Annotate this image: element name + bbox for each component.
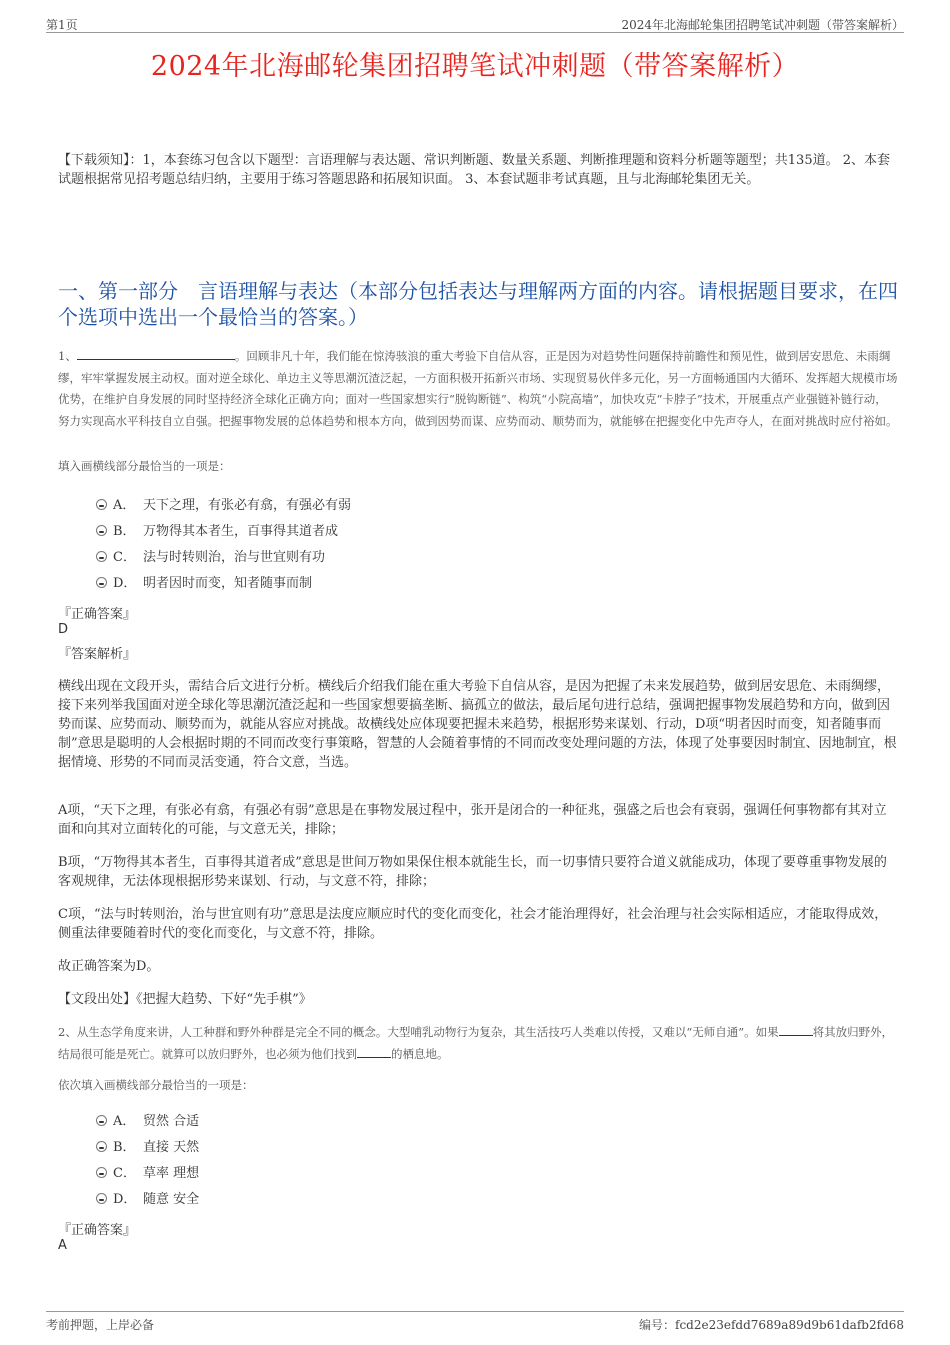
question-1-answer-label: 『正确答案』: [58, 607, 137, 622]
page-footer: [46, 1311, 904, 1332]
radio-icon[interactable]: [96, 525, 107, 536]
question-2-number: 2、: [58, 1025, 77, 1039]
radio-icon[interactable]: [96, 1193, 107, 1204]
question-1-text: 。回顾非凡十年，我们能在惊涛骇浪的重大考验下自信从容，正是因为对趋势性问题保持前瞻性和预见性，做到居安思危、未雨绸缪，牢牢掌握发展主动权。面对逆全球化、单边主义等思潮沉渣泛起，一方面积极开拓新兴市场、实现贸易伙伴多元化，另一方面畅通国内大循环、发挥超大规模市场优势，在维护自身发展的同时坚持经济全球化正确方向；面对一些国家想实行“脱钩断链”、构筑“小院高墙”，加快攻克“卡脖子”技术，开展重点产业强链补链行动，努力实现高水平科技自立自强。把握事物发展的总体趋势和根本方向，做到因势而谋、应势而动、顺势而为，就能够在把握变化中先声夺人，在面对挑战时应付裕如。: [58, 349, 898, 428]
question-2-stem: [58, 1022, 898, 1065]
question-2-option-a[interactable]: A． 贸然 合适: [96, 1112, 199, 1132]
question-1-option-c[interactable]: C． 法与时转则治，治与世宜则有功: [96, 548, 325, 568]
radio-icon[interactable]: [96, 1141, 107, 1152]
question-1-analysis-4: C项，“法与时转则治，治与世宜则有功”意思是法度应顺应时代的变化而变化，社会才能治理得好，社会治理与社会实际相适应，才能取得成效，侧重法律要随着时代的变化而变化，与文意不符，排除。: [58, 907, 888, 941]
question-1-blank: [77, 347, 235, 360]
question-1-option-b[interactable]: B． 万物得其本者生，百事得其道者成: [96, 522, 338, 542]
header-doc-title: 2024年北海邮轮集团招聘笔试冲刺题（带答案解析）: [621, 18, 904, 32]
question-2-text-a: 从生态学角度来讲，人工种群和野外种群是完全不同的概念。大型哺乳动物行为复杂，其生活技巧人类难以传授，又难以“无师自通”。如果: [76, 1025, 779, 1039]
question-1-analysis-5: 故正确答案为D。: [58, 959, 160, 974]
question-1-number: 1、: [58, 349, 77, 363]
question-2-blank-2: [357, 1045, 391, 1058]
question-2-prompt: 依次填入画横线部分最恰当的一项是：: [58, 1078, 254, 1092]
question-2-text-c: 的栖息地。: [391, 1046, 449, 1061]
question-2-text-b: 将其放归野外，结局很可能是死亡。就算可以放归野外，也必须为他们找到: [58, 1025, 894, 1061]
radio-icon[interactable]: [96, 499, 107, 510]
question-2-answer: A: [58, 1238, 67, 1253]
question-1-option-d[interactable]: D． 明者因时而变，知者随事而制: [96, 574, 312, 594]
question-2-option-d[interactable]: D． 随意 安全: [96, 1190, 199, 1210]
question-1-analysis-2: A项，“天下之理，有张必有翕，有强必有弱”意思是在事物发展过程中，张开是闭合的一种征兆，强盛之后也会有衰弱，强调任何事物都有其对立面和向其对立面转化的可能，与文意无关，排除；: [58, 803, 887, 837]
question-1-analysis-label: 『答案解析』: [58, 647, 137, 662]
footer-doc-id: 编号：fcd2e23efdd7689a89d9b61dafb2fd68: [639, 1318, 904, 1332]
section-heading: 一、第一部分 言语理解与表达（本部分包括表达与理解两方面的内容。请根据题目要求，在四个选项中选出一个最恰当的答案。）: [58, 279, 898, 329]
radio-icon[interactable]: [96, 577, 107, 588]
footer-slogan: 考前押题，上岸必备: [46, 1318, 155, 1332]
question-1-prompt: 填入画横线部分最恰当的一项是：: [58, 459, 231, 473]
radio-icon[interactable]: [96, 551, 107, 562]
download-notice: 【下载须知】：1，本套练习包含以下题型：言语理解与表达题、常识判断题、数量关系题、判断推理题和资料分析题等题型；共135道。 2、本套试题根据常见招考题总结归纳，主要用于练习答题思路和拓展知识面。 3、本套试题非考试真题，且与北海邮轮集团无关。: [58, 153, 890, 187]
page-title: 2024年北海邮轮集团招聘笔试冲刺题（带答案解析）: [150, 51, 800, 82]
question-1-answer: D: [58, 622, 69, 637]
question-2-option-c[interactable]: C． 草率 理想: [96, 1164, 199, 1184]
question-1-source: 【文段出处】《把握大趋势、下好“先手棋”》: [58, 992, 312, 1007]
page-header: [46, 14, 904, 33]
question-1-analysis-3: B项，“万物得其本者生，百事得其道者成”意思是世间万物如果保住根本就能生长，而一切事情只要符合道义就能成功，体现了要尊重事物发展的客观规律，无法体现根据形势来谋划、行动，与文意不符，排除；: [58, 855, 887, 889]
question-1-option-a[interactable]: A． 天下之理，有张必有翕，有强必有弱: [96, 496, 351, 516]
radio-icon[interactable]: [96, 1167, 107, 1178]
question-2-option-b[interactable]: B． 直接 天然: [96, 1138, 199, 1158]
question-1-analysis-1: 横线出现在文段开头，需结合后文进行分析。横线后介绍我们能在重大考验下自信从容，是因为把握了未来发展趋势，做到居安思危、未雨绸缪，接下来列举我国面对逆全球化等思潮沉渣泛起和一些国家想要搞垄断、搞孤立的做法，最后尾句进行总结，强调把握事物发展趋势和方向，做到因势而谋、应势而动、顺势而为，就能从容应对挑战。故横线处应体现要把握未来趋势，根据形势来谋划、行动，D项“明者因时而变，知者随事而制”意思是聪明的人会根据时期的不同而改变行事策略，智慧的人会随着事情的不同而改变处理问题的方法，体现了处事要因时制宜、因地制宜，根据情境、形势的不同而灵活变通，符合文意，当选。: [58, 679, 897, 770]
question-2-answer-label: 『正确答案』: [58, 1223, 137, 1238]
question-2-blank-1: [779, 1023, 813, 1036]
page-number: 第1页: [46, 18, 78, 32]
radio-icon[interactable]: [96, 1115, 107, 1126]
question-1-stem: [58, 346, 898, 432]
